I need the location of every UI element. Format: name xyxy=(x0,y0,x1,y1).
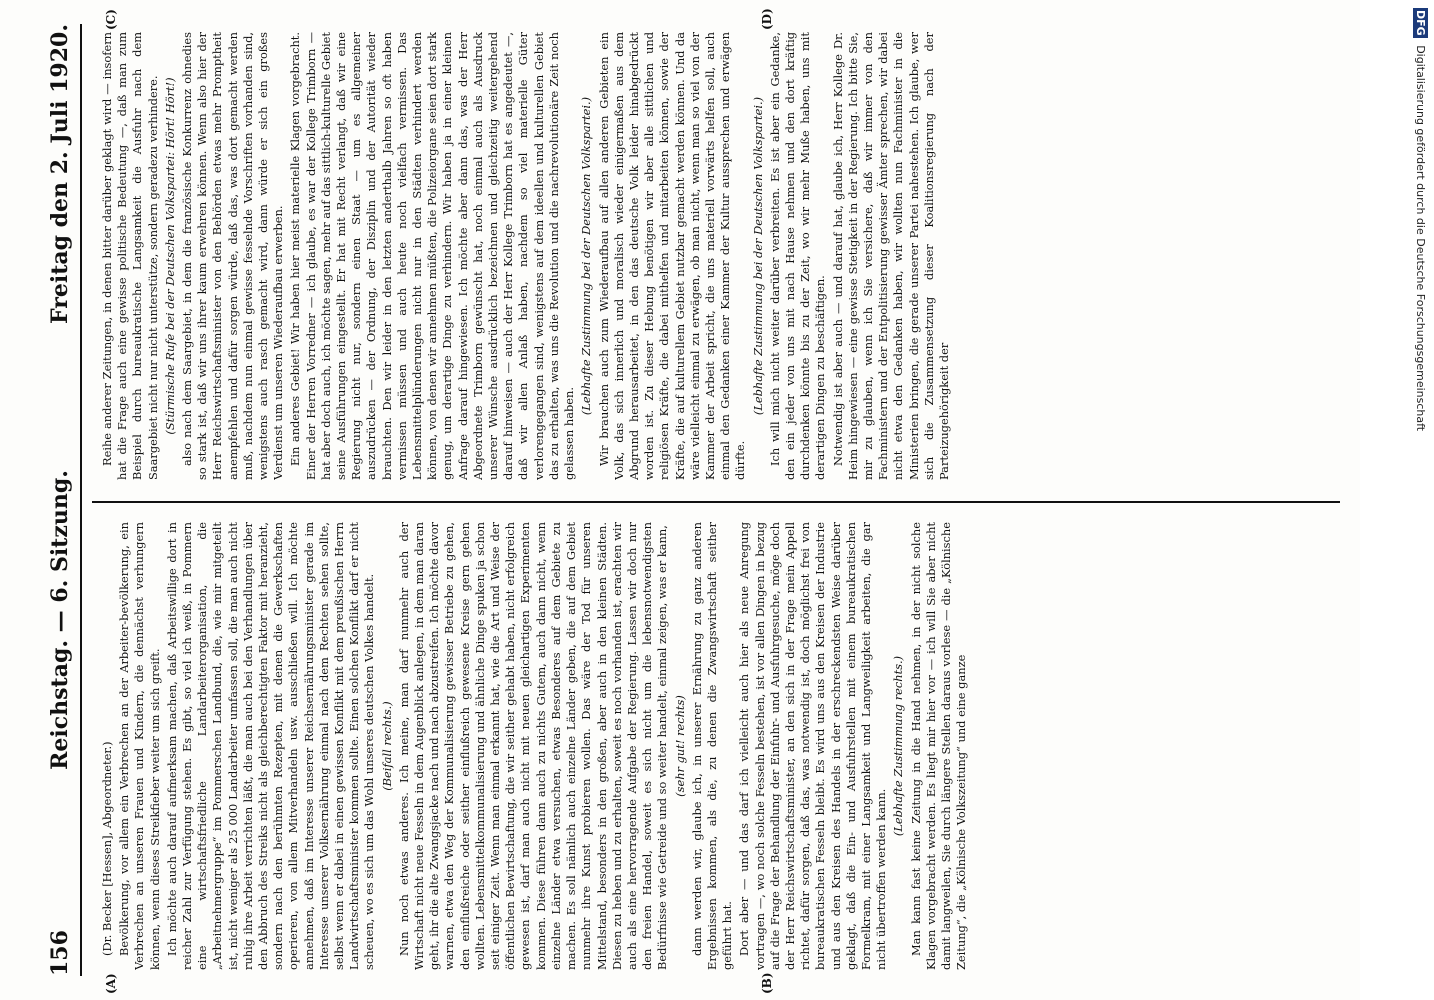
margin-marker-a: (A) xyxy=(104,973,118,994)
right-column xyxy=(100,32,1340,480)
right-paragraph: Wir brauchen auch zum Wiederaufbau auf allen anderen Gebieten ein Volk, das sich innerlich und moralisch wieder einigermaßen aus dem Abgrund herausarbeitet, in den das deutsche Volk leider hinabgedrückt worden ist. Zu dieser Hebung benötigen wir aber alle sittlichen und religiösen Kräfte, die dabei mithelfen und mitarbeiten können, sowie der Kräfte, die auf kulturellem Gebiet nutzbar gemacht werden können. Und da wäre vielleicht einmal zu erwägen, ob man nicht, wenn man so viel von der Kammer der Arbeit spricht, die uns materiell vorwärts helfen soll, auch einmal den Gedanken einer Kammer der Kultur aussprechen und erwägen dürfte. xyxy=(596,32,748,480)
page-header xyxy=(40,24,82,976)
margin-marker-d: (D) xyxy=(760,8,774,30)
left-column xyxy=(100,522,1340,970)
left-paragraph: Bevölkerung, vor allem ein Verbrechen an der Arbeiter-bevölkerung, ein Verbrechen an unseren Frauen und Kindern, die dennächst verhungern können, wenn dieses Streikfieber weiter um sich greift. xyxy=(117,522,162,970)
dfg-logo: DFG xyxy=(1414,10,1427,36)
digitization-credit xyxy=(1413,8,1428,431)
credit-text: Digitalisierung gefördert durch die Deutsche Forschungsgemeinschaft xyxy=(1414,45,1427,432)
right-paragraph: Ich will mich nicht weiter darüber verbreiten. Es ist aber ein Gedanke, den ein jeder von uns mit nach Hause nehmen und den dort kräftig durchdenken könnte bis zu der Zeit, wo wir mehr Muße haben, uns mit derartigen Dingen zu beschäftigen. xyxy=(767,32,828,480)
right-interjection: (Lebhafte Zustimmung bei der Deutschen Volkspartei.) xyxy=(579,96,594,416)
right-interjection: (Lebhafte Zustimmung bei der Deutschen Volkspartei.) xyxy=(750,96,765,416)
left-paragraph: Man kann fast keine Zeitung in die Hand nehmen, in der nicht solche Klagen vorgebracht werden. Es liegt mir hier vor — ich will Sie aber nicht damit langweilen, Sie durch längere Stellen daraus vorlese — die „Kölnische Zeitung“, die „Kölnische Volkszeitung“ und eine ganze xyxy=(908,522,969,970)
right-paragraph: Ein anderes Gebiet! Wir haben hier meist materielle Klagen vorgebracht. Einer der Herren Vorredner — ich glaube, es war der Kollege Trimborn — hat aber doch auch, ich möchte sagen, mehr auf das sittlich-kulturelle Gebiet seine Ausführungen eingestellt. Er hat mit Recht verlangt, daß wir eine Regierung nicht nur, sondern einen Staat — um es allgemeiner auszudrücken — der Ordnung, der Disziplin und der Autorität wieder brauchten. Den wir leider in den letzten anderthalb Jahren so oft haben vermissen müssen und auch heute noch vielfach vermissen. Das Lebensmittelplünderungen nicht nur in den Städten verhindert werden können, von denen wir annehmen müßten, die Polizeiorgane seien dort stark genug, um derartige Dinge zu verhindern. Wir haben ja in einer kleinen Anfrage darauf hingewiesen. Ich möchte aber dann das, was der Herr Abgeordnete Trimborn gewünscht hat, noch einmal auch als Ausdruck unserer Wünsche ausdrücklich bezeichnen und gleichzeitig weitergehend darauf hinweisen — auch der Herr Kollege Trimborn hat es angedeutet —, daß wir allen Anlaß haben, nachdem so viel materielle Güter verlorengegangen sind, wenigstens auf dem ideellen und kulturellen Gebiet das zu erhalten, was uns die Revolution und die nachrevolutionäre Zeit noch gelassen haben. xyxy=(288,32,577,480)
session-date: Freitag den 2. Juli 1920. xyxy=(47,24,73,324)
column-divider xyxy=(92,501,1340,503)
speaker-line: (Dr. Becker [Hessen], Abgeordneter.) xyxy=(100,741,114,956)
right-paragraph: Notwendig ist aber auch — und darauf hat, glaube ich, Herr Kollege Dr. Heim hingewiesen — eine gewisse Stetigkeit in der Regierung. Ich bitte Sie, mir zu glauben, wenn ich Sie versichere, daß wir immer von den Fachministern und der Entpolitisierung gewisser Ämter sprechen, wir dabei nicht etwa den Gedanken haben, wir wollten nun Fachminister in die Ministerien bringen, die gerade unserer Partei nahestehen. Ich glaube, wer sich die Zusammensetzung dieser Koalitionsregierung nach der Parteizugehörigkeit der xyxy=(830,32,951,480)
left-interjection: (Lebhafte Zustimmung rechts.) xyxy=(891,655,906,837)
session-title: Reichstag. — 6. Sitzung. xyxy=(47,470,73,770)
left-interjection: (sehr gut! rechts) xyxy=(672,695,687,797)
left-interjection: (Beifall rechts.) xyxy=(379,701,394,791)
right-paragraph: Reihe anderer Zeitungen, in denen bitter darüber geklagt wird — insofern hat die Frage auch eine gewisse politische Bedeutung —, daß man zum Beispiel durch bureaukratische Langsamkeit die Ausfuhr nach dem Saargebiet nicht nur nicht unterstütze, sondern geradezu verhindere. xyxy=(100,32,160,480)
left-paragraph: Nun noch etwas anderes. Ich meine, man darf nunmehr auch der Wirtschaft nicht neue Fesseln in dem Augenblick anlegen, in dem man daran geht, ihr die alte Zwangsjacke nach und nach abzustreifen. Ich möchte davor warnen, etwa den Weg der Kommunalisierung gewisser Betriebe zu gehen, den einflußreiche oder seither einflußreich gewesene Kreise gern gehen wollten. Lebensmittelkommunalisierung und ähnliche Dinge spuken ja schon seit einiger Zeit. Wenn man einmal erkannt hat, wie die Art und Weise der öffentlichen Bewirtschaftung, die wir seither gehabt haben, nicht erfolgreich gewesen ist, darf man auch nicht mit neuen gleichartigen Experimenten kommen. Diese führen dann auch zu nichts Gutem, auch dann nicht, wenn einzelne Länder etwa versuchen, etwas Besonderes auf dem Gebiete zu machen. Es soll nämlich auch einzelne Länder geben, die auf dem Gebiet nunmehr ihre Kunst probieren wollen. Das wäre der Tod für unseren Mittelstand, besonders in den großen, aber auch in den kleinen Städten. Diesen zu heben und zu erhalten, soweit es noch vorhanden ist, erachten wir auch als eine hervorragende Aufgabe der Regierung. Lassen wir doch nur den freien Handel, soweit es sich nicht um die lebensnotwendigsten Bedürfnisse wie Getreide und so weiter handelt, einmal zeigen, was er kann, xyxy=(396,522,670,970)
margin-marker-b: (B) xyxy=(760,972,774,994)
left-paragraph: dann werden wir, glaube ich, in unserer Ernährung zu ganz anderen Ergebnissen kommen, als die, zu denen die Zwangswirtschaft seither geführt hat. xyxy=(689,522,735,970)
right-interjection: (Stürmische Rufe bei der Deutschen Volkspartei: Hört! Hört!) xyxy=(162,77,177,435)
margin-marker-c: (C) xyxy=(104,9,118,30)
right-paragraph: also nach dem Saargebiet, in dem die französische Konkurrenz ohnedies so stark ist, daß wir uns ihrer kaum erwehren können. Wenn also hier der Herr Reichswirtschaftsminister von den Behörden etwas mehr Promptheit anempfehlen und dafür sorgen würde, daß das, was dort gemacht werden muß, nachdem nun einmal gewisse fesselnde Vorschriften vorhanden sind, wenigstens auch rasch gemacht wird, dann würde er sich ein großes Verdienst um unseren Wiederaufbau erwerben. xyxy=(180,32,286,480)
left-paragraph: Ich möchte auch darauf aufmerksam machen, daß Arbeitswillige dort in reicher Zahl zur Verfügung stehen. Es gibt, so viel ich weiß, in Pommern eine wirtschaftsfriedliche Landarbeiterorganisation, die „Arbeitnehmergruppe“ im Pommerschen Landbund, die, wie mir mitgeteilt ist, nicht weniger als 25 000 Landarbeiter umfassen soll, die man auch nicht ruhig ihre Arbeit verrichten läßt, die man auch bei den Verhandlungen über den Abbruch des Streiks nicht als gleichberechtigten Faktor mit heranzieht, sondern nach den berühmten Rezepten, mit denen die Gewerkschaften operieren, von allem Mitverhandeln usw. ausschließen will. Ich möchte annehmen, daß im Interesse unserer Reichsernährungsminister gerade im Interesse unserer Volksernährung einmal nach dem Rechten sehen sollte, selbst wenn er dabei in einen gewissen Konflikt mit dem preußischen Herrn Landwirtschaftsminister kommen sollte. Einen solchen Konflikt darf er nicht scheuen, wo es sich um das Wohl unseres deutschen Volkes handelt. xyxy=(164,522,377,970)
page-number: 156 xyxy=(47,930,73,976)
left-paragraph: Dort aber — und das darf ich vielleicht auch hier als neue Anregung vortragen —, wo noch solche Fesseln bestehen, ist vor allen Dingen in bezug auf die Frage der Behandlung der Einfuhr- und Ausfuhrgesuche, möge doch der Herr Reichswirtschaftsminister, an den sich in der Frage mein Appell richtet, dafür sorgen, daß das, was notwendig ist, doch möglichst frei von bureaukratischen Fesseln bleibt. Es wird uns aus den Kreisen der Industrie und aus den Kreisen des Handels in der erschreckendsten Weise darüber geklagt, daß die Ein- und Ausfuhrstellen mit einem bureaukratischen Formelkram, mit einer Langsamkeit und Langweiligkeit arbeiten, die gar nicht übertroffen werden kann. xyxy=(737,522,889,970)
